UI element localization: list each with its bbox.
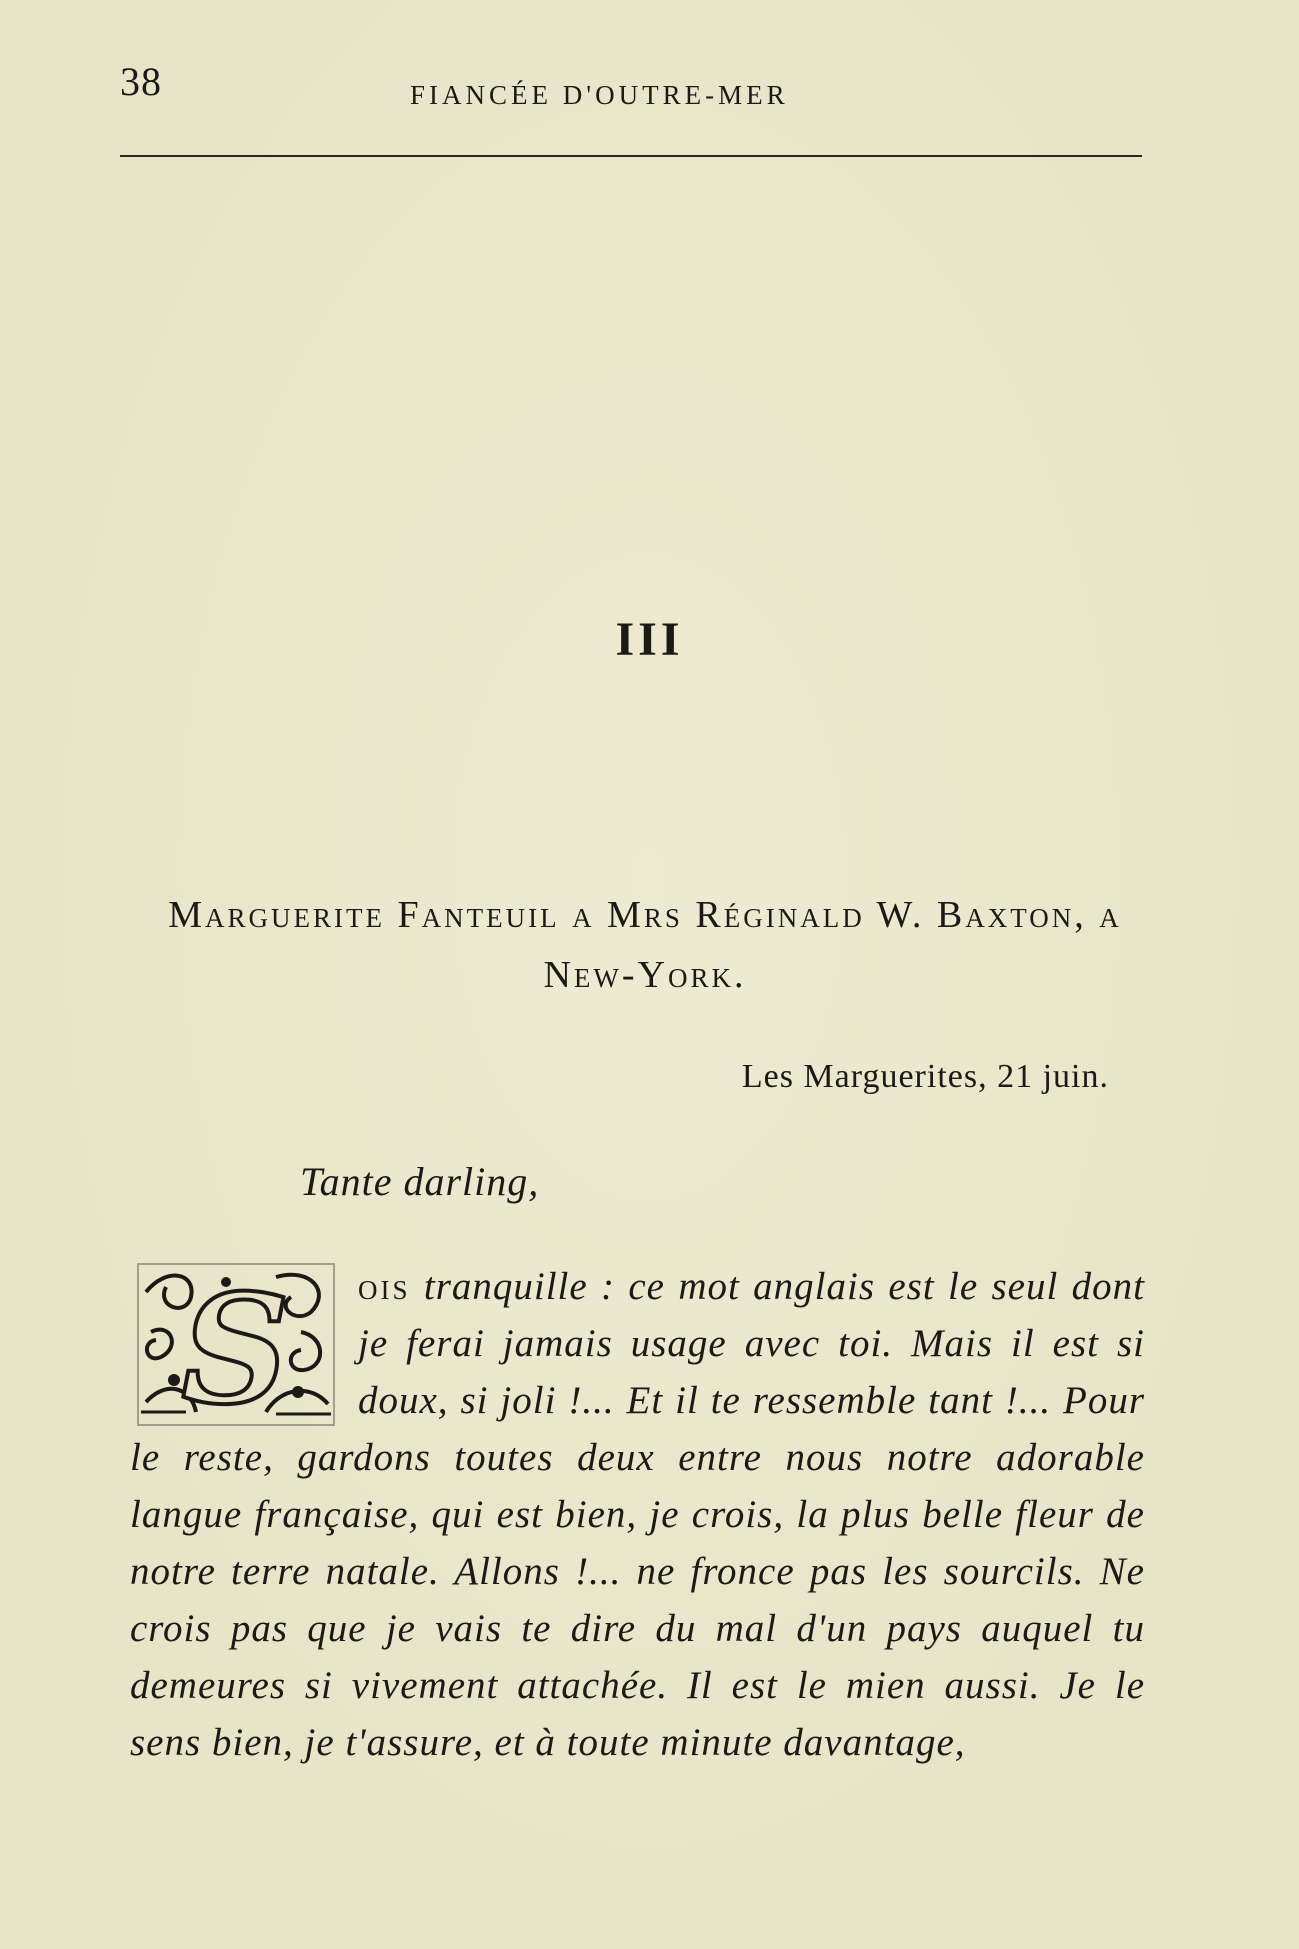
letter-body-text: tranquille : ce mot anglais est le seul dont je ferai jamais usage avec toi. Mais il est si doux, si joli !... Et il te ressemble tant !... Pour le reste, gardons toutes deux entre nous notre adorable langue française, qui est bien, je crois, la plus belle fleur de notre terre natale. Allons !... ne fronce pas les sourcils. Ne crois pas que je vais te dire du mal d'un pays auquel tu demeures si vivement attachée. Il est le mien aussi. Je le sens bien, je t'assure, et à toute minute davantage,	[130, 1265, 1145, 1764]
letter-salutation: Tante darling,	[300, 1159, 540, 1204]
letter-body	[130, 1258, 1145, 1771]
chapter-number: III	[615, 613, 684, 666]
running-title: FIANCÉE D'OUTRE-MER	[410, 80, 789, 110]
letter-dateline: Les Marguerites, 21 juin.	[741, 1058, 1109, 1095]
header-rule	[120, 155, 1142, 157]
page-header	[120, 58, 1142, 118]
svg-text:S: S	[181, 1262, 291, 1427]
page-number: 38	[120, 59, 162, 104]
ornamental-drop-cap	[136, 1262, 336, 1427]
letter-heading: Marguerite Fanteuil a Mrs Réginald W. Baxton, a New-York.	[168, 894, 1122, 996]
first-word-rest: ois	[358, 1265, 411, 1308]
floral-ornament-icon	[136, 1262, 336, 1427]
